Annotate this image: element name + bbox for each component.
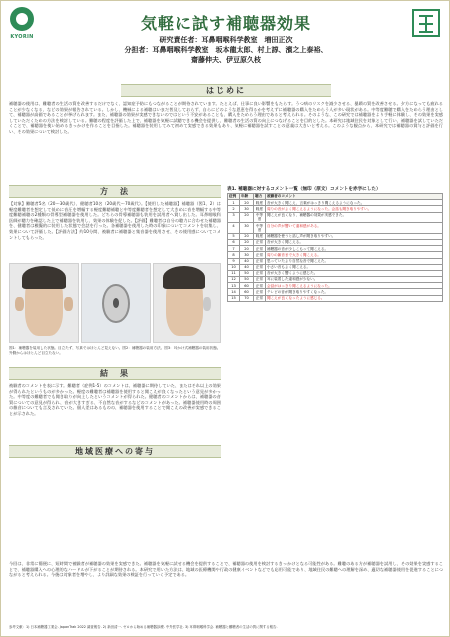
table-cell: 6 <box>228 239 240 245</box>
comment-cell: 耳に装着した違和感が少ない。 <box>266 277 443 283</box>
table-cell: 正常 <box>254 277 266 283</box>
table-row <box>228 212 443 223</box>
comment-cell: 小さい音もよく聞こえる。 <box>266 264 443 270</box>
table-cell: 中等度 <box>254 223 266 234</box>
author-line-1: 研究責任者：耳鼻咽喉科学教室 増田正次 <box>159 36 293 44</box>
table-cell: 5 <box>228 233 240 239</box>
table-row <box>228 223 443 234</box>
comment-cell: 思っていたより自然な音で聞こえた。 <box>266 258 443 264</box>
table-cell: 20 <box>240 239 254 245</box>
table-cell: 軽度 <box>254 206 266 212</box>
table-cell: 15 <box>228 295 240 301</box>
table-cell: 30 <box>240 223 254 234</box>
table-cell: 3 <box>228 212 240 223</box>
table-row <box>228 295 443 301</box>
table-cell: 40 <box>240 264 254 270</box>
author-line-3: 齋藤伸夫、伊豆原久枝 <box>191 56 261 64</box>
section-title-intro: はじめに <box>121 84 331 97</box>
table-cell: 11 <box>228 270 240 276</box>
table-cell: 正常 <box>254 270 266 276</box>
table-cell: 20 <box>240 233 254 239</box>
comment-cell: 聞こえが良くなり、補聴器の効果が実感できた。 <box>266 212 443 223</box>
author-line-2: 分担者：耳鼻咽喉科学教室 坂本龍太郎、村上諄、濱之上泰裕、 <box>124 46 328 54</box>
method-text: 【対象】難聴者5名（20〜30歳代）、健聴者10名（20歳代〜70歳代）。【使用した補聴器】補聴器（図1、2）は軽度難聴者を想定して低めに音圧を増幅する軽度難聴補聴と中等度難聴者を想定して大きめに音を増幅する中等度難聴補聴の2種類の骨導型補聴器を使用した。どちらの骨導補聴器も装用を試用者へ貸し出した。耳鼻咽喉科医師が聴力を確認した上で補聴器を装用し、効果の体験を促した。【評価】難聴者は自分の聴力に合わせた補聴器を、健聴者は模擬的に装用した状態で会話を行った。各補聴器を使用した時の印象についてコメントを収集し、効果について評価した。【評価方法】約10分間、被験者に補聴器と集音器を使用させ、その使用感についてコメントしてもらった。 <box>9 201 221 240</box>
table-cell: 正常 <box>254 289 266 295</box>
table-cell: 20 <box>240 212 254 223</box>
table-cell: 12 <box>228 277 240 283</box>
table-cell: 中等度 <box>254 212 266 223</box>
comment-cell: 音が大きく聞こえる。 <box>266 239 443 245</box>
table-cell: 40 <box>240 258 254 264</box>
table-header-cell: 症例 <box>228 194 240 200</box>
table-cell: 13 <box>228 283 240 289</box>
table-cell: 30 <box>240 252 254 258</box>
author-block <box>1 35 450 65</box>
table-cell: 8 <box>228 252 240 258</box>
comment-cell: 会話がはっきり聞こえるようになった。 <box>266 283 443 289</box>
table-cell: 20 <box>240 200 254 206</box>
figure-2-photo <box>81 263 151 343</box>
table-header-cell: 年齢 <box>240 194 254 200</box>
table-cell: 正常 <box>254 283 266 289</box>
table-cell: 50 <box>240 277 254 283</box>
table-cell: 14 <box>228 289 240 295</box>
comment-cell: テレビの音が聞き取りやすくなった。 <box>266 289 443 295</box>
references: 参考文献：1) 日本補聴器工業会. JapanTrak 2022 調査報告. 2) 新田清一. ゼロから始める補聴器診療. 中外医学社. 3) 耳鼻咽喉科学会. 補聴器と難聴者の生活の質に関する報告. <box>9 625 278 629</box>
logo-text: KYORIN <box>10 34 34 40</box>
figure-3-photo <box>153 263 221 343</box>
table-cell: 軽度 <box>254 200 266 206</box>
table-cell: 60 <box>240 289 254 295</box>
table-cell: 20 <box>240 246 254 252</box>
table-cell: 正常 <box>254 295 266 301</box>
intro-text: 補聴器の使用は、難聴者の生活の質を改善するだけでなく、認知症予防にもつながることが期待されています。たとえば、仕事に良い影響をもたらす。うつ病のリスクを減少させる、暴蹟の質を改善させる。夕方になっても疲れることが少なくなる、などの効果が報告されている。しかし、機械による補聴はいまだ普及しておらず、自らにどのような恩恵を得るかを考えずに補聴器の購入をためらう人が多い現状がある。中等度難聴で購入をためらう理由として、補聴器が高価であることが挙げられます。また、補聴器の効果が実感できないのではという不安があることも、購入をためらう理由であると考えられる。そのような、この研究では補聴器をより手軽に体験し、その効果を実感していただくための方法を検討している。難聴の程度を評価した上で、補聴器を気軽に試聴できる機会を提供し、難聴者の生活の質の向上につなげることを目的とした。本研究は地域住民を対象として行い、補聴器を試していただくことで、補聴器を使い始めるきっかけを作ることを目指した。補聴器を装用してみて初めて実感できる効果もあり、気軽に補聴器を試すことの意義は大きいと考える。このような観点から、本研究では補聴器の貸与と評価を行い、その効果について検討した。 <box>9 101 443 134</box>
comment-cell: 補聴器の音が少しこもって聞こえる。 <box>266 246 443 252</box>
table-cell: 60 <box>240 283 254 289</box>
table-header-cell: 聴力 <box>254 194 266 200</box>
comment-cell: 音が大きく響くように感じた。 <box>266 270 443 276</box>
comment-cell: 聞こえが良くなったように感じる。 <box>266 295 443 301</box>
section-title-contrib: 地域医療への寄与 <box>9 445 221 458</box>
table-cell: 9 <box>228 258 240 264</box>
table-cell: 正常 <box>254 264 266 270</box>
table-cell: 正常 <box>254 258 266 264</box>
poster-title: 気軽に試す補聴器効果 <box>140 14 311 33</box>
table-cell: 1 <box>228 200 240 206</box>
table-cell: 70 <box>240 295 254 301</box>
result-text: 被験者のコメントを表に示す。難聴者（症例1-5）のコメントは、補聴器に期待していた、またはそれ以上の効果が得られたというものが多かった。軽度の難聴者は補聴器を使用すると聞こえが良くなったという意見が多かった。中等度の難聴者でも聞き取りが向上したというコメントが得られた。健聴者のコメントからは、補聴器の音質についての意見が得られ、音が大きすぎる、不自然な音がするなどのコメントがあった。補聴器使用時の周囲の雑音についても言及されていた。個人差はあるものの、補聴器を使用することで聞こえの改善が実感できることが示された。 <box>9 383 221 416</box>
table-cell: 10 <box>228 264 240 270</box>
comment-cell: 音が大きく聞こえ、言葉がはっきり聞こえるようになった。 <box>266 200 443 206</box>
figure-caption: 図1：補聴器を装用した状態。目立たず、写真ではほとんど見えない。図2：補聴器の装用方法。図3：耳かけ式補聴器の装用状態。外側からはほとんど目立たない。 <box>9 346 221 355</box>
table-header-cell: 被験者のコメント <box>266 194 443 200</box>
comment-cell: 補聴器を使うと話し声が聞き取りやすい。 <box>266 233 443 239</box>
table-cell: 2 <box>228 206 240 212</box>
table-cell: 4 <box>228 223 240 234</box>
comment-cell: 周りの雑音まで大きく聞こえる。 <box>266 252 443 258</box>
table-cell: 30 <box>240 206 254 212</box>
table-title: 表1. 補聴器に対するコメント一覧（無印（原文）コメントを赤字にした） <box>227 187 381 192</box>
table-cell: 軽度 <box>254 233 266 239</box>
contrib-text: 今回は、非常に簡便に、短時間で被験者が補聴器の効果を実感できた。補聴器を気軽に試せる機会を提供することで、補聴器の使用を検討するきっかけとなる可能性がある。難聴のある方が補聴器を試用し、その効果を実感することで、補聴器購入への心理的なハードルが下がることが期待される。本研究で用いた方法は、地域の医療機関や行政の健康イベントなどでも応用可能であり、地域住民の難聴への理解を深め、適切な補聴器使用を促進することにつながると考えられる。今後は対象者を増やし、より詳細な効果の検証を行っていく予定である。 <box>9 561 443 578</box>
section-title-method: 方 法 <box>9 185 221 198</box>
table-cell: 50 <box>240 270 254 276</box>
table-cell: 正常 <box>254 246 266 252</box>
comment-table <box>227 193 443 302</box>
table-cell: 正常 <box>254 252 266 258</box>
table-cell: 正常 <box>254 239 266 245</box>
figure-1-photo <box>9 263 79 343</box>
section-title-result: 結 果 <box>9 367 221 380</box>
table-cell: 7 <box>228 246 240 252</box>
comment-cell: 自分の声が響いて違和感がある。 <box>266 223 443 234</box>
comment-cell: 周りの音がよく聞こえるようになった。会話も聞き取りやすい。 <box>266 206 443 212</box>
